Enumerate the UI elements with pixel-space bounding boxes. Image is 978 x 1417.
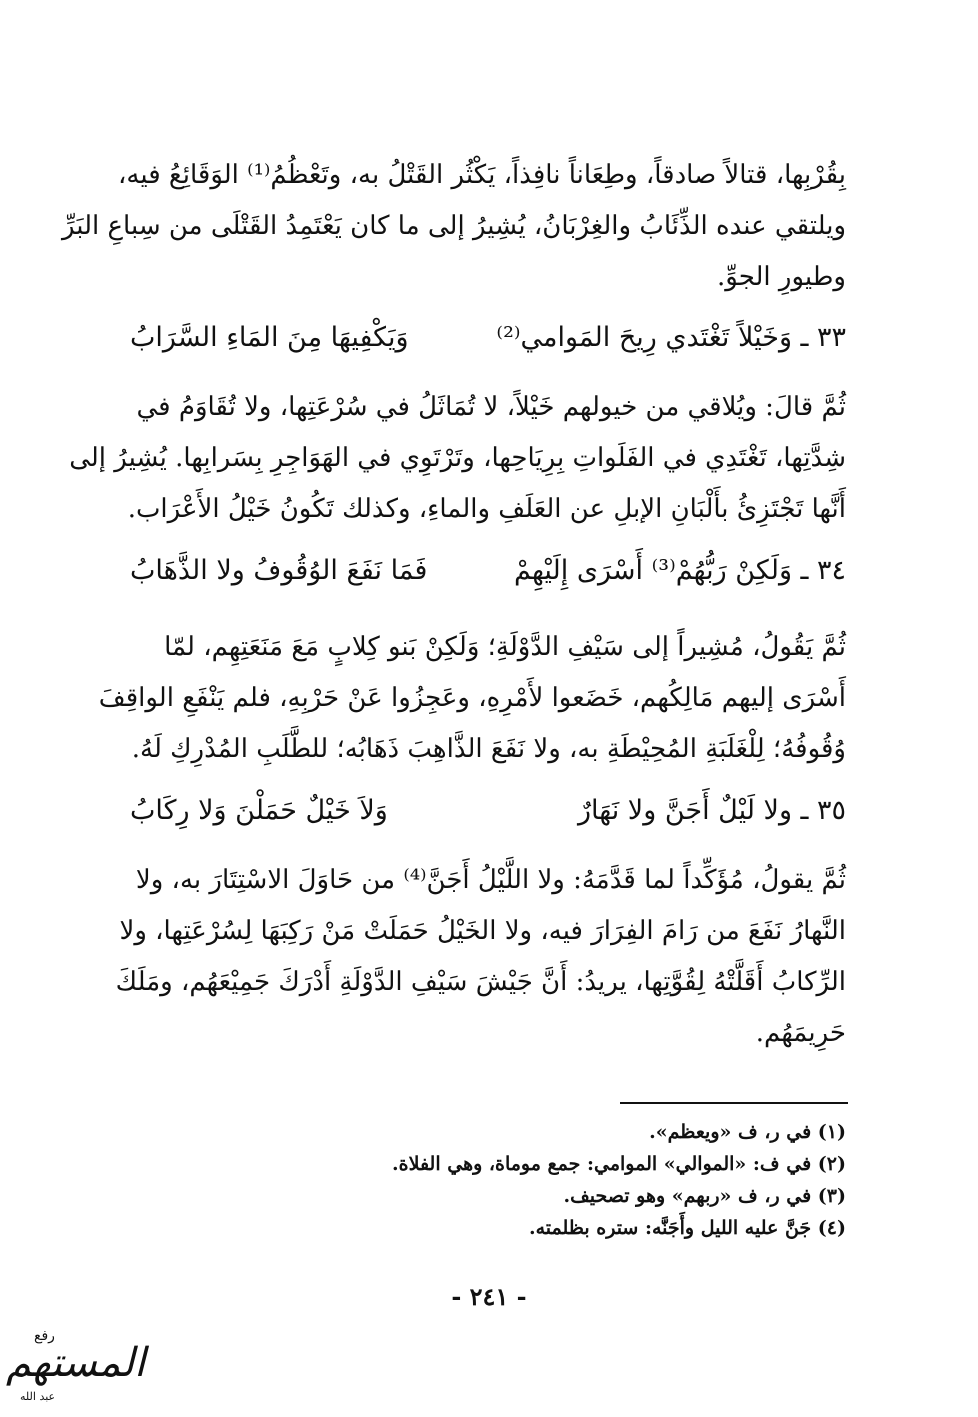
page-number: - ٢٤١ - — [451, 1282, 527, 1311]
commentary-paragraph-2 — [69, 382, 846, 535]
stamp-top-text: رفع — [34, 1328, 55, 1344]
stamp-main-text: المستهم — [6, 1340, 146, 1386]
commentary-paragraph-3 — [98, 622, 846, 775]
text-line: ثُمَّ يَقُولُ، مُشِيراً إلى سَيْفِ الدَّوْلَةِ؛ وَلَكِنْ بَنو كِلابٍ مَعَ مَنَعَتِهِم، لمّا — [164, 632, 846, 662]
footnote-3: (٣) في ر، ف «ربهم» وهو تصحيف. — [563, 1185, 846, 1207]
text-line: النَّهارُ نَفَعَ من رَامَ الفِرَارَ فيه، ولا الخَيْلُ حَمَلَتْ مَنْ رَكِبَهَا لِسُرْعَتِها، ولا — [119, 916, 846, 946]
commentary-paragraph-4 — [115, 855, 846, 1059]
text-line: حَرِيمَهُم. — [755, 1018, 846, 1048]
verse-first-hemistich: وَخَيْلاً تَغْتَدي رِيحَ المَوامي⁽²⁾ — [496, 322, 792, 353]
text-line: الرِّكابُ أَقَلَّتْهُ لِقُوَّتِها، يريدُ: أَنَّ جَيْشَ سَيْفِ الدَّوْلَةِ أَدْرَكَ جَمِيْعَهُم، ومَلَكَ — [115, 967, 846, 997]
commentary-paragraph-1 — [61, 150, 846, 303]
verse-second-hemistich: وَيَكْفِيهَا مِنَ المَاءِ السَّرَابُ — [130, 322, 409, 353]
verse-first-hemistich: ولا لَيْلٌ أَجَنَّ ولا نَهَارٌ — [578, 795, 792, 826]
verse-second-hemistich: وَلاَ خَيْلٌ حَمَلْنَ وَلا رِكَابُ — [130, 795, 388, 826]
footnote-1: (١) في ر، ف «ويعظم». — [649, 1121, 846, 1143]
verse-second-hemistich: فَمَا نَفَعَ الوُقُوفُ ولا الذَّهَابُ — [130, 555, 428, 586]
footnotes — [130, 1116, 846, 1244]
text-line: بِقُرْبِها، قتالاً صادقاً، وطِعَاناً نافِذاً، يَكْثُر القَتْلُ به، وتَعْظُمُ⁽¹⁾ الوَقَائِعُ فيه، — [118, 160, 846, 190]
text-line: شِدَّتِها، تَغْتَدِي في الفَلَواتِ بِرِيَاحِها، وتَرْتَوِي في الهَوَاجِرِ بِسَرابِها. يُشِيرُ إلى — [69, 443, 846, 473]
text-line: ثُمَّ قالَ: ويُلاقي من خيولهم خَيْلاً، لا تُمَاثَلُ في سُرْعَتِها، ولا تُقَاوَمُ في — [136, 392, 846, 422]
verse-34 — [130, 555, 846, 599]
verse-first-hemistich: وَلَكِنْ رَبُّهُمْ⁽³⁾ أَسْرَى إِلَيْهِمْ — [514, 555, 792, 586]
verse-number: ٣٣ ـ — [800, 322, 846, 353]
footnote-divider — [620, 1102, 848, 1104]
text-line: أَنَّها تَجْتَزِئُ بأَلْبَانِ الإبلِ عن العَلَفِ والماءِ، وكذلك تَكُونُ خَيْلُ الأَعْرَاب. — [127, 494, 846, 524]
text-line: أَسْرَى إليهم مَالِكُهم، خَضَعوا لأَمْرِهِ، وعَجِزُوا عَنْ حَرْبِهِ، فلم يَنْفَعِ الواقِفَ — [98, 683, 846, 713]
stamp-sub-text: عبد الله — [20, 1390, 56, 1403]
text-line: وُقُوفُهُ؛ لِلْغَلَبَةِ المُحِيْطَةِ به، ولا نَفَعَ الذَّاهِبَ ذَهَابُه؛ للطَّلَبِ المُدْرِكِ لَهُ. — [131, 734, 846, 764]
footnote-4: (٤) جَنَّ عليه الليل وأَجَنَّه: ستره بظلمته. — [528, 1217, 846, 1239]
verse-35 — [130, 795, 846, 839]
verse-number: ٣٤ ـ — [800, 555, 846, 586]
text-line: وطيورِ الجوِّ. — [717, 262, 846, 292]
footnote-2: (٢) في ف: «الموالي» الموامي: جمع موماة، وهي الفلاة. — [392, 1153, 846, 1175]
verse-33 — [130, 322, 846, 366]
text-line: ويلتقي عنده الذِّئَابُ والغِرْبَانُ، يُشِيرُ إلى ما كان يَعْتَمِدُ القَتْلَى من سِباعِ البَرِّ — [61, 211, 846, 241]
verse-number: ٣٥ ـ — [800, 795, 846, 826]
text-line: ثُمَّ يقولُ، مُؤَكِّداً لما قَدَّمَهُ: ولا اللَّيْلُ أَجَنَّ⁽⁴⁾ من حَاوَلَ الاسْتِتَارَ به، ولا — [135, 865, 846, 895]
